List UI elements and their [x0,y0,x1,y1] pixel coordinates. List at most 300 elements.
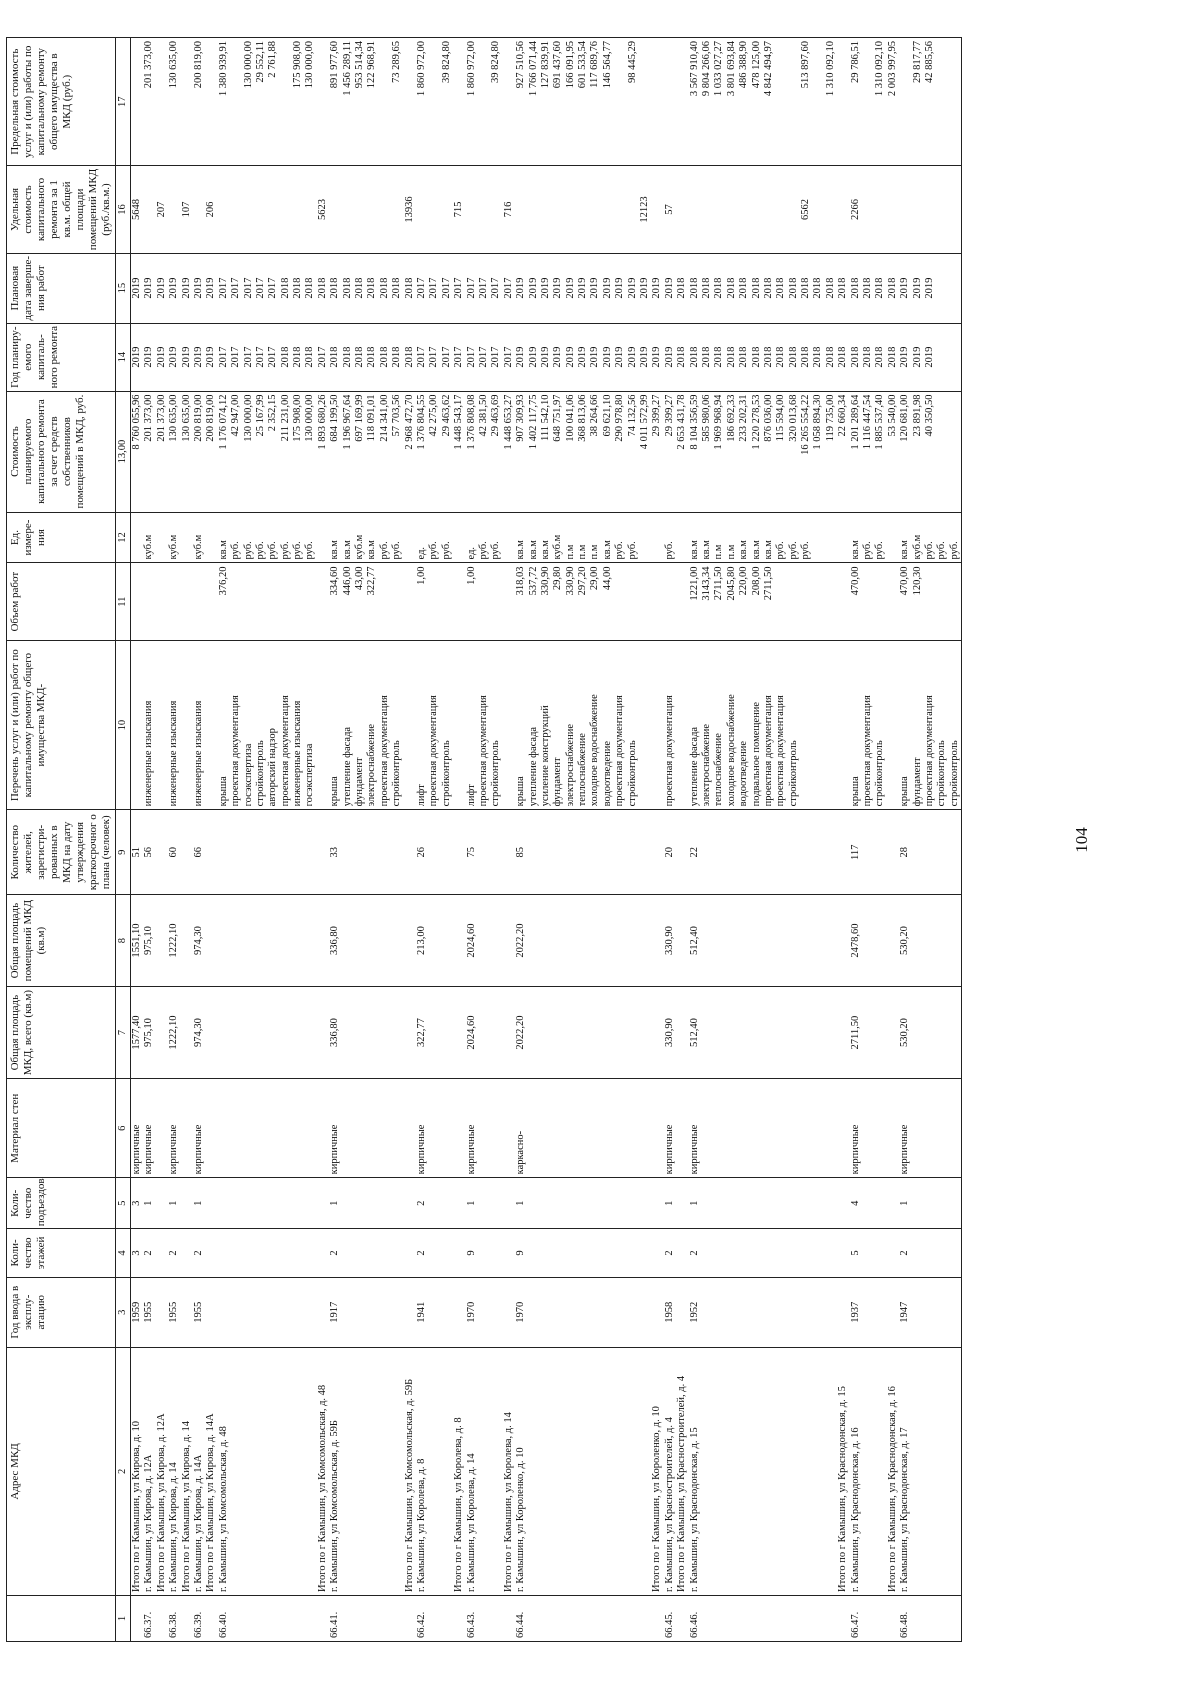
table-cell: руб. [924,541,935,560]
column-number-7: 7 [116,987,131,1079]
table-cell: кв.м [366,540,378,560]
table-cell [255,566,267,636]
column-cells-13 [131,391,962,512]
table-cell: 974,30 [192,1018,204,1048]
table-cell [230,1082,242,1174]
table-cell [800,1082,812,1174]
table-cell: 2019 [924,277,935,299]
table-cell [614,1599,626,1638]
table-cell: 1 860 972,00 [415,41,427,97]
table-cell: руб. [477,541,489,560]
table-cell: куб.м [168,534,180,560]
table-cell [205,1599,217,1638]
table-cell [379,1351,391,1592]
table-cell [540,1281,552,1344]
table-cell [540,990,552,1075]
table-cell [503,644,515,806]
table-cell [862,1599,874,1638]
table-cell: 2017 [254,346,266,368]
table-cell: 13936 [403,196,415,223]
table-cell [156,1599,168,1638]
table-cell [379,898,391,983]
table-cell [292,566,304,636]
table-cell: электроснабжение [700,724,712,807]
table-cell [936,1082,948,1174]
table-cell [366,1281,378,1344]
table-cell: 1 860 972,00 [465,41,477,97]
table-cell: Итого по г Камышин, ул Комсомольская, д. 59Б [403,1378,415,1592]
column-header-13: Стоимость планируемого капитального ремонта за счет средств собственников помещений в МКД, руб. [7,391,116,512]
table-cell: 1959 [131,1301,142,1323]
table-cell [676,169,688,249]
table-cell: 697 169,99 [354,394,366,442]
table-cell [862,990,874,1075]
table-cell: 716 [502,201,514,218]
table-cell [788,566,800,636]
table-cell [627,169,639,249]
table-cell [540,1082,552,1174]
table-cell: 1,00 [465,566,477,585]
table-cell [874,1351,886,1592]
table-cell [837,1281,849,1344]
table-cell: 2018 [366,346,378,368]
table-cell [230,1351,242,1592]
table-cell [267,1181,279,1225]
table-cell: 29,00 [589,566,601,591]
column-number-16: 16 [116,166,131,253]
table-cell [503,516,515,560]
table-cell [751,898,763,983]
table-cell: руб. [936,541,948,560]
table-cell [627,1082,639,1174]
table-cell [627,1232,639,1273]
table-cell: 201 373,00 [143,394,155,442]
table-cell [651,566,663,636]
table-cell [490,169,502,249]
table-cell [428,1599,440,1638]
table-cell [949,1181,961,1225]
table-cell [441,169,453,249]
table-cell: 2019 [168,346,180,368]
table-cell: 2018 [750,346,762,368]
table-cell [664,41,676,162]
table-cell [639,1599,651,1638]
table-cell [651,813,663,891]
table-cell: 2019 [564,277,576,299]
table-cell [775,41,787,162]
table-cell: руб. [862,541,874,560]
table-cell: 330,90 [663,1018,675,1048]
table-cell: 38 264,66 [589,394,601,437]
table-cell: кирпичные [688,1124,700,1175]
table-cell: 1 [515,1200,527,1206]
table-cell [503,1599,515,1638]
table-cell [800,898,812,983]
column-header-3: Год ввода в эксплу-атацию [7,1277,116,1347]
table-cell: 2017 [254,277,266,299]
table-cell [131,644,143,806]
table-cell [280,1181,292,1225]
table-cell [255,1181,267,1225]
table-cell: крыша [329,776,341,807]
table-cell [751,1351,763,1592]
table-cell [354,1281,366,1344]
table-cell: 100 041,06 [564,394,576,442]
table-cell [812,516,824,560]
table-cell [874,1082,886,1174]
column-header-5: Коли-чество подъездов [7,1178,116,1229]
table-cell: инженерные изыскания [292,700,304,807]
table-cell [862,1082,874,1174]
table-cell: 2018 [292,277,304,299]
table-cell [404,813,416,891]
column-number-14: 14 [116,323,131,391]
table-cell [181,990,193,1075]
table-cell [577,898,589,983]
table-cell [874,566,886,636]
table-cell [280,1599,292,1638]
table-cell [218,813,230,891]
table-cell [230,898,242,983]
table-cell [156,41,168,162]
table-cell [243,1281,255,1344]
table-cell [503,898,515,983]
column-number-13: 13,00 [116,391,131,512]
table-cell [391,898,403,983]
table-cell: 330,90 [539,566,551,596]
table-cell [676,566,688,636]
table-cell [478,1232,490,1273]
table-cell [751,1599,763,1638]
table-cell: 201 373,00 [143,41,155,89]
table-cell: 2019 [539,277,551,299]
table-cell [342,898,354,983]
table-cell [292,1281,304,1344]
table-cell [577,813,589,891]
header-row [7,38,116,1642]
table-cell: 2019 [651,277,663,299]
table-cell [317,990,329,1075]
table-cell: 512,40 [688,926,700,956]
table-cell [800,1281,812,1344]
table-cell: 585 980,06 [700,394,712,442]
column-cells-10 [131,640,962,809]
table-cell: 1 376 808,08 [465,394,477,450]
column-cells-16 [131,166,962,253]
column-number-8: 8 [116,895,131,987]
table-cell: 2019 [911,346,923,368]
column-cells-5 [131,1178,962,1229]
table-cell: 2019 [614,277,626,299]
table-cell [589,1082,601,1174]
table-cell: Итого по г Камышин, ул Королева, д. 14 [502,1412,514,1592]
table-cell [577,169,589,249]
table-cell: 1970 [515,1301,527,1323]
table-cell [936,1232,948,1273]
table-cell [713,1351,725,1592]
table-cell: 130 635,00 [168,394,180,442]
table-cell: 1,00 [415,566,427,585]
table-cell [887,566,899,636]
table-cell [862,1232,874,1273]
table-cell [912,898,924,983]
table-cell [676,898,688,983]
table-cell [528,1082,540,1174]
table-cell: стройконтроль [254,740,266,807]
table-cell: 1551,10 [131,923,142,958]
table-cell: руб. [378,541,390,560]
table-cell [874,813,886,891]
table-cell [540,1599,552,1638]
table-cell [490,566,502,636]
table-cell: 2018 [676,346,688,368]
table-cell: 111 542,10 [539,394,551,442]
table-cell: 2018 [676,277,688,299]
table-cell: 891 977,60 [329,41,341,89]
table-cell: 130 000,00 [242,41,254,89]
table-cell [156,898,168,983]
table-cell [428,566,440,636]
table-cell [924,990,936,1075]
table-cell: 470,00 [899,566,911,596]
table-cell: проектная документация [428,695,440,807]
table-cell: 9 [465,1250,477,1256]
table-cell [503,1232,515,1273]
table-cell [825,1181,837,1225]
table-cell [528,169,540,249]
table-cell [453,1181,465,1225]
table-cell: куб.м [354,534,366,560]
table-cell: проектная документация [279,695,291,807]
table-cell: 2018 [738,277,750,299]
table-cell [936,813,948,891]
table-cell: 2018 [837,277,849,299]
table-cell: 29 463,62 [440,394,452,437]
table-cell: г. Камышин, ул Короленко, д. 10 [515,1447,527,1592]
table-cell: 334,60 [329,566,341,596]
table-cell [342,1082,354,1174]
table-cell [193,566,205,636]
table-cell: 2711,50 [713,566,725,601]
table-cell: куб.м [911,534,923,560]
table-cell [255,169,267,249]
table-cell: 208,00 [750,566,762,596]
table-cell: 8 104 356,59 [688,394,700,450]
table-cell: 512,40 [688,1018,700,1048]
table-cell [639,990,651,1075]
column-number-15: 15 [116,253,131,323]
table-cell: 691 437,60 [552,41,564,89]
table-cell: 1 [168,1200,180,1206]
table-cell [788,1082,800,1174]
table-cell: 166 091,95 [564,41,576,89]
table-cell [639,1181,651,1225]
table-cell [800,813,812,891]
table-cell [912,990,924,1075]
table-cell [503,41,515,162]
table-cell: 118 091,01 [366,394,378,442]
table-cell: 2019 [515,346,527,368]
table-cell [267,898,279,983]
column-cells-4 [131,1229,962,1277]
table-cell [317,1181,329,1225]
table-cell [490,1599,502,1638]
table-cell [577,1351,589,1592]
table-cell [738,898,750,983]
table-cell [775,1181,787,1225]
table-cell [565,898,577,983]
table-cell: 2018 [341,346,353,368]
table-cell: 60 [168,847,180,858]
table-cell [812,1181,824,1225]
table-cell [812,169,824,249]
table-cell: 26 [415,847,427,858]
column-cells-6 [131,1079,962,1178]
table-cell: 28 [899,847,911,858]
table-cell [168,566,180,636]
table-cell [812,644,824,806]
table-cell [552,1082,564,1174]
table-cell: 2018 [750,277,762,299]
table-cell [726,990,738,1075]
table-cell: 2019 [577,277,589,299]
table-cell [837,169,849,249]
table-cell: 5 [849,1250,861,1256]
table-cell: 648 751,97 [552,394,564,442]
table-cell: 2 [143,1250,155,1256]
column-header-14: Год планиру-емого капиталь-ного ремонта [7,323,116,391]
table-cell [874,1181,886,1225]
table-cell [255,898,267,983]
table-cell [565,1082,577,1174]
table-cell [676,990,688,1075]
table-cell: кирпичные [899,1124,911,1175]
table-cell [726,1232,738,1273]
table-cell: 6562 [800,198,812,220]
table-cell [230,1232,242,1273]
table-cell [379,813,391,891]
table-cell: 2019 [577,346,589,368]
table-cell: 2018 [874,277,886,299]
table-cell: г. Камышин, ул Красностроителей, д. 4 [663,1417,675,1592]
table-cell [651,1181,663,1225]
table-cell [837,516,849,560]
table-cell: 214 341,00 [378,394,390,442]
table-cell: 2017 [440,346,452,368]
table-cell [763,1599,775,1638]
table-cell [812,990,824,1075]
table-cell: 200 819,00 [192,41,204,89]
table-cell [812,1281,824,1344]
table-cell: руб. [428,541,440,560]
table-cell: 66 [192,847,204,858]
column-number-12: 12 [116,512,131,563]
table-cell: 1222,10 [168,923,180,958]
table-cell: куб.м [192,534,204,560]
table-cell: кирпичные [168,1124,180,1175]
table-cell: 1 969 968,94 [713,394,725,450]
table-cell [800,1599,812,1638]
table-cell: 2018 [688,277,700,299]
table-cell: 2018 [849,277,861,299]
table-cell: 2017 [415,277,427,299]
table-cell: 2018 [378,277,390,299]
table-cell [825,898,837,983]
table-cell: Итого по г Камышин, ул Краснодонская, д. 15 [837,1386,849,1592]
table-cell [156,1281,168,1344]
table-cell [701,990,713,1075]
table-cell [589,169,601,249]
table-cell [627,1351,639,1592]
table-cell: подвальное помещение [750,701,762,807]
table-cell [800,566,812,636]
table-cell: 2711,50 [849,1015,861,1050]
table-cell: 20 [663,847,675,858]
table-cell: руб. [254,541,266,560]
table-cell [874,898,886,983]
table-cell [230,1599,242,1638]
table-cell: 1970 [465,1301,477,1323]
table-cell [788,813,800,891]
table-cell [912,1351,924,1592]
table-cell: 2 [899,1250,911,1256]
table-cell [366,1232,378,1273]
table-cell [267,1232,279,1273]
table-cell: 2019 [131,346,142,368]
table-cell: 73 289,65 [391,41,403,83]
table-cell: 322,77 [366,566,378,596]
table-cell [862,169,874,249]
table-cell: кв.м [341,540,353,560]
table-cell: 2018 [329,277,341,299]
column-header-15: Плановая дата заверше-ния работ [7,253,116,323]
table-cell: 2024,60 [465,923,477,958]
table-cell [391,566,403,636]
table-cell [156,990,168,1075]
table-cell: 3 [131,1200,142,1206]
table-cell: 2019 [639,346,651,368]
table-cell [317,1599,329,1638]
table-cell [751,1082,763,1174]
table-cell [589,1181,601,1225]
table-cell [825,1351,837,1592]
table-cell [205,644,217,806]
table-cell [639,1351,651,1592]
table-cell [676,1232,688,1273]
table-cell: кв.м [688,540,700,560]
table-cell: 1947 [899,1301,911,1323]
table-cell [181,813,193,891]
table-cell [342,1281,354,1344]
table-cell: Итого по г Камышин, ул Кирова, д. 14А [205,1413,217,1592]
table-cell: крыша [899,776,911,807]
table-cell [689,169,701,249]
table-cell [255,1232,267,1273]
table-cell [441,1351,453,1592]
table-cell: 2022,20 [515,923,527,958]
table-cell: 318,03 [515,566,527,596]
table-cell [391,1082,403,1174]
table-cell [924,566,936,636]
table-cell: 1 196 967,64 [341,394,353,450]
table-cell [726,169,738,249]
table-cell: 2018 [292,346,304,368]
table-cell: 2019 [192,346,204,368]
table-cell: госэкспертиза [242,743,254,807]
table-cell: г. Камышин, ул Краснодонская, д. 15 [688,1427,700,1592]
table-cell: 1 058 894,30 [812,394,824,450]
table-cell: 2019 [601,277,613,299]
